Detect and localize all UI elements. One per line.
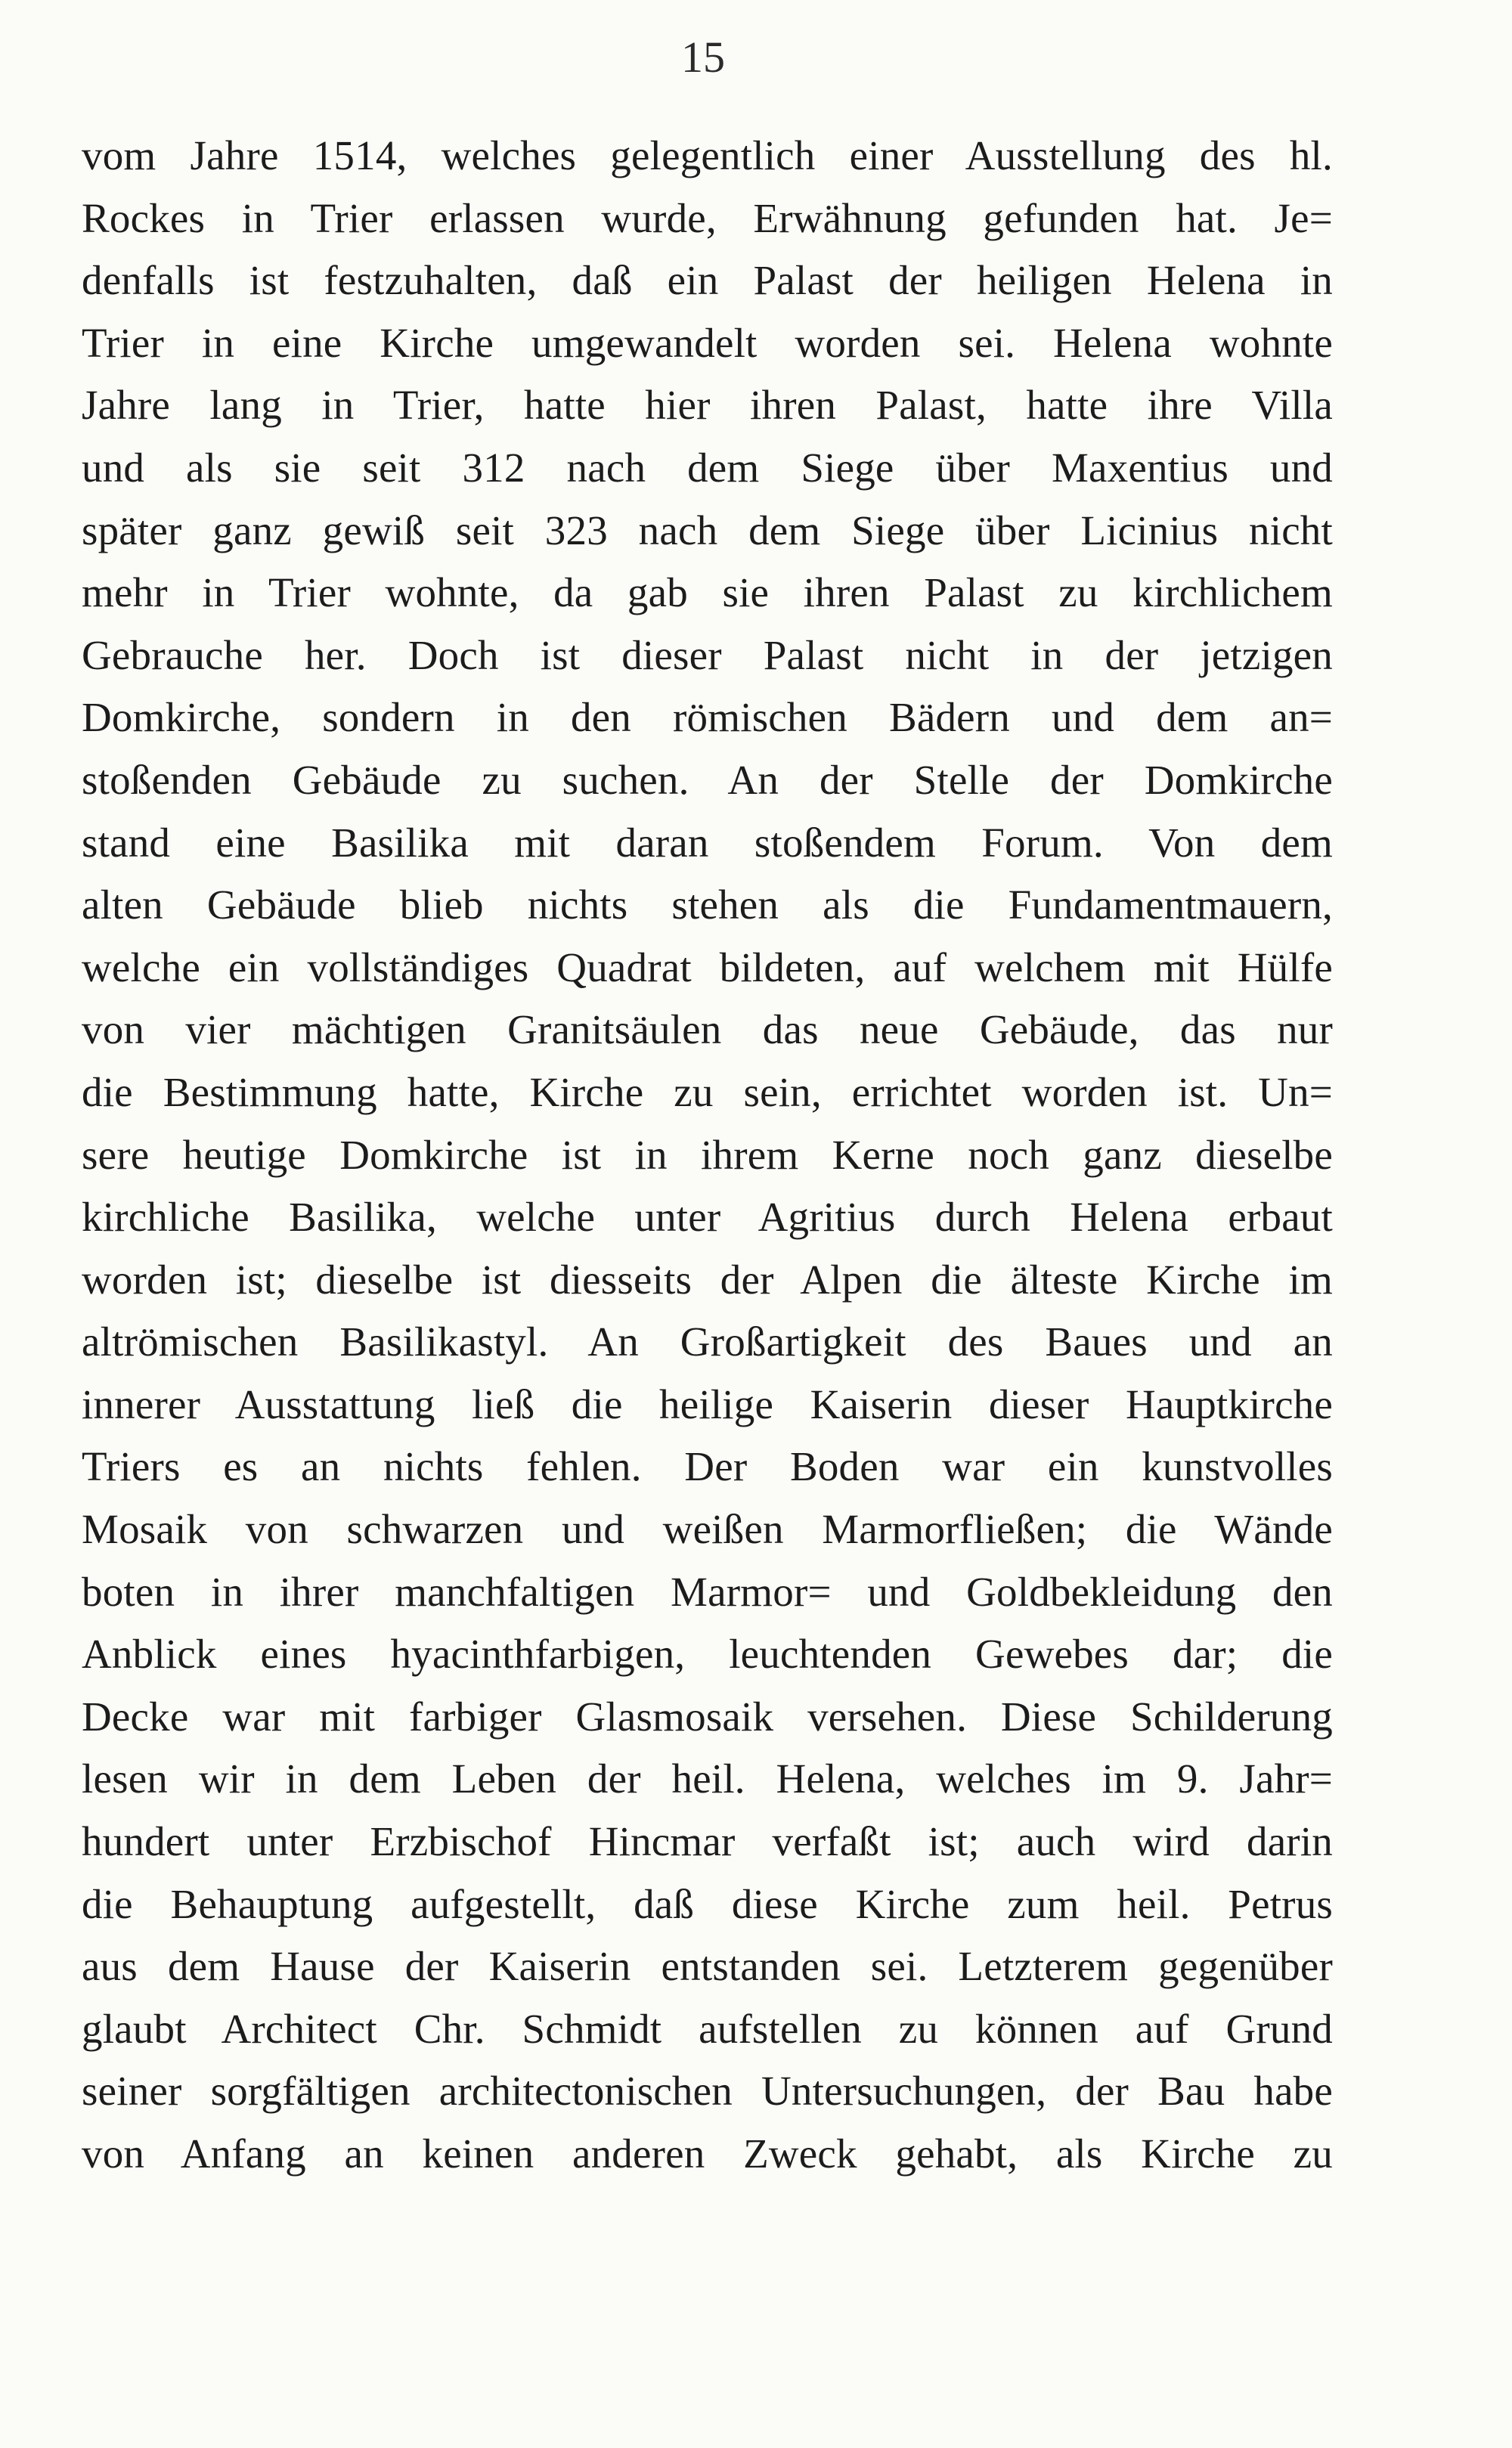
body-text	[82, 125, 1333, 2186]
text-line: Trier in eine Kirche umgewandelt worden sei. Helena wohnte	[82, 319, 1333, 366]
text-line: worden ist; dieselbe ist diesseits der Alpen die älteste Kirche im	[82, 1256, 1333, 1303]
text-line: lesen wir in dem Leben der heil. Helena, welches im 9. Jahr=	[82, 1755, 1333, 1802]
text-line: alten Gebäude blieb nichts stehen als die Fundamentmauern,	[82, 882, 1333, 928]
text-line: stand eine Basilika mit daran stoßendem Forum. Von dem	[82, 819, 1333, 866]
text-line: Mosaik von schwarzen und weißen Marmorfließen; die Wände	[82, 1506, 1333, 1553]
text-line: kirchliche Basilika, welche unter Agritius durch Helena erbaut	[82, 1194, 1333, 1241]
text-line: von vier mächtigen Granitsäulen das neue Gebäude, das nur	[82, 1006, 1333, 1053]
text-line: glaubt Architect Chr. Schmidt aufstellen zu können auf Grund	[82, 2005, 1333, 2052]
text-line: Jahre lang in Trier, hatte hier ihren Palast, hatte ihre Villa	[82, 382, 1333, 429]
text-line: aus dem Hause der Kaiserin entstanden sei. Letzterem gegenüber	[82, 1943, 1333, 1990]
text-line: innerer Ausstattung ließ die heilige Kaiserin dieser Hauptkirche	[82, 1380, 1333, 1427]
text-line: welche ein vollständiges Quadrat bildeten, auf welchem mit Hülfe	[82, 944, 1333, 990]
text-line: später ganz gewiß seit 323 nach dem Siege über Licinius nicht	[82, 507, 1333, 553]
text-line: Decke war mit farbiger Glasmosaik versehen. Diese Schilderung	[82, 1693, 1333, 1740]
text-line: altrömischen Basilikastyl. An Großartigkeit des Baues und an	[82, 1319, 1333, 1365]
text-line: hundert unter Erzbischof Hincmar verfaßt ist; auch wird darin	[82, 1818, 1333, 1865]
text-line: Gebrauche her. Doch ist dieser Palast nicht in der jetzigen	[82, 631, 1333, 678]
text-line: denfalls ist festzuhalten, daß ein Palast der heiligen Helena in	[82, 257, 1333, 304]
text-line: die Behauptung aufgestellt, daß diese Kirche zum heil. Petrus	[82, 1880, 1333, 1927]
text-line: vom Jahre 1514, welches gelegentlich einer Ausstellung des hl.	[82, 132, 1333, 178]
text-line: boten in ihrer manchfaltigen Marmor= und Goldbekleidung den	[82, 1568, 1333, 1615]
text-line: die Bestimmung hatte, Kirche zu sein, errichtet worden ist. Un=	[82, 1068, 1333, 1115]
text-line: Rockes in Trier erlassen wurde, Erwähnung gefunden hat. Je=	[82, 194, 1333, 241]
text-line: sere heutige Domkirche ist in ihrem Kerne noch ganz dieselbe	[82, 1131, 1333, 1178]
text-line: seiner sorgfältigen architectonischen Untersuchungen, der Bau habe	[82, 2068, 1333, 2115]
page-number: 15	[681, 33, 725, 82]
text-line: und als sie seit 312 nach dem Siege über Maxentius und	[82, 444, 1333, 491]
text-line: Triers es an nichts fehlen. Der Boden war ein kunstvolles	[82, 1443, 1333, 1490]
text-line: mehr in Trier wohnte, da gab sie ihren Palast zu kirchlichem	[82, 569, 1333, 616]
text-line: stoßenden Gebäude zu suchen. An der Stelle der Domkirche	[82, 756, 1333, 803]
text-line: von Anfang an keinen anderen Zweck gehabt, als Kirche zu	[82, 2130, 1333, 2177]
text-line: Anblick eines hyacinthfarbigen, leuchtenden Gewebes dar; die	[82, 1631, 1333, 1678]
text-line: Domkirche, sondern in den römischen Bädern und dem an=	[82, 694, 1333, 741]
